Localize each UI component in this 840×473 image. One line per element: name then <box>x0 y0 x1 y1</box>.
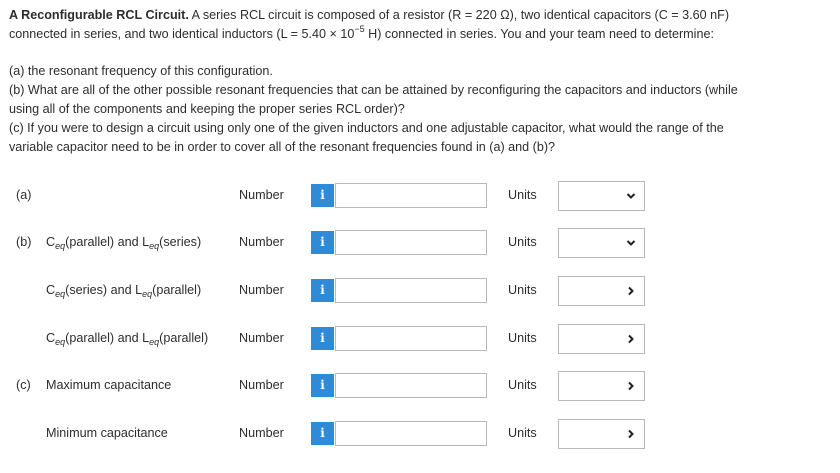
info-icon[interactable]: i <box>311 231 334 254</box>
units-select-b3[interactable] <box>558 324 645 354</box>
number-label: Number <box>239 378 284 392</box>
exponent: −5 <box>354 24 365 34</box>
number-label: Number <box>239 235 284 249</box>
units-select-a[interactable] <box>558 181 645 211</box>
number-input-a[interactable] <box>335 183 487 208</box>
part-label-a: (a) <box>16 188 32 202</box>
config-label-b2: $C_{eq}(series)$ and $L_{eq}(parallel)$ <box>46 283 202 299</box>
units-select-c-max[interactable] <box>558 371 645 401</box>
question-b-line-2: using all of the components and keeping the proper series RCL order)? <box>9 102 405 116</box>
chevron-right-icon <box>626 429 636 439</box>
units-select-c-min[interactable] <box>558 419 645 449</box>
info-icon[interactable]: i <box>311 184 334 207</box>
units-select-b1[interactable] <box>558 228 645 258</box>
chevron-down-icon <box>626 191 636 201</box>
info-icon[interactable]: i <box>311 374 334 397</box>
answer-row-b3 <box>0 324 840 354</box>
question-b: (b) What are all of the other possible resonant frequencies that can be attained by reconfiguring the capacitors and inductors (while <box>9 83 738 97</box>
number-input-b3[interactable] <box>335 326 487 351</box>
units-label: Units <box>508 378 537 392</box>
config-label-b3: $C_{eq}(parallel)$ and $L_{eq}(parallel)$ <box>46 331 209 347</box>
answer-row-a <box>0 181 840 211</box>
units-select-b2[interactable] <box>558 276 645 306</box>
number-input-c-min[interactable] <box>335 421 487 446</box>
problem-intro: A Reconfigurable RCL Circuit. A series RCL circuit is composed of a resistor (R = 220 Ω), two identical capacitors (C = 3.60 nF) <box>9 8 730 22</box>
number-input-b1[interactable] <box>335 230 487 255</box>
number-label: Number <box>239 426 284 440</box>
info-icon[interactable]: i <box>311 279 334 302</box>
part-label-b: (b) <box>16 235 32 249</box>
number-label: Number <box>239 283 284 297</box>
problem-intro-line-2: connected in series, and two identical inductors ($L = 5.40 \times 10^{-5}$ H) connected in series. You and your team need to determine: <box>9 24 714 41</box>
info-icon[interactable]: i <box>311 422 334 445</box>
answer-row-b1 <box>0 228 840 258</box>
problem-statement <box>9 6 831 157</box>
units-label: Units <box>508 426 537 440</box>
config-label-b1: $C_{eq}(parallel)$ and $L_{eq}(series)$ <box>46 235 202 251</box>
question-a: (a) the resonant frequency of this configuration. <box>9 64 273 78</box>
units-label: Units <box>508 283 537 297</box>
problem-title: A Reconfigurable RCL Circuit. <box>9 8 189 22</box>
answer-row-b2 <box>0 276 840 306</box>
max-capacitance-label: Maximum capacitance <box>46 378 172 392</box>
answer-row-c-min <box>0 419 840 449</box>
min-capacitance-label: Minimum capacitance <box>46 426 168 440</box>
number-input-b2[interactable] <box>335 278 487 303</box>
number-label: Number <box>239 188 284 202</box>
part-label-c: (c) <box>16 378 31 392</box>
chevron-right-icon <box>626 334 636 344</box>
chevron-down-icon <box>626 238 636 248</box>
question-c: (c) If you were to design a circuit using only one of the given inductors and one adjustable capacitor, what would the range of the <box>9 121 724 135</box>
units-label: Units <box>508 331 537 345</box>
answer-row-c-max <box>0 371 840 401</box>
units-label: Units <box>508 235 537 249</box>
number-input-c-max[interactable] <box>335 373 487 398</box>
chevron-right-icon <box>626 286 636 296</box>
info-icon[interactable]: i <box>311 327 334 350</box>
question-c-line-2: variable capacitor need to be in order to cover all of the resonant frequencies found in (a) and (b)? <box>9 140 556 154</box>
chevron-right-icon <box>626 381 636 391</box>
number-label: Number <box>239 331 284 345</box>
units-label: Units <box>508 188 537 202</box>
